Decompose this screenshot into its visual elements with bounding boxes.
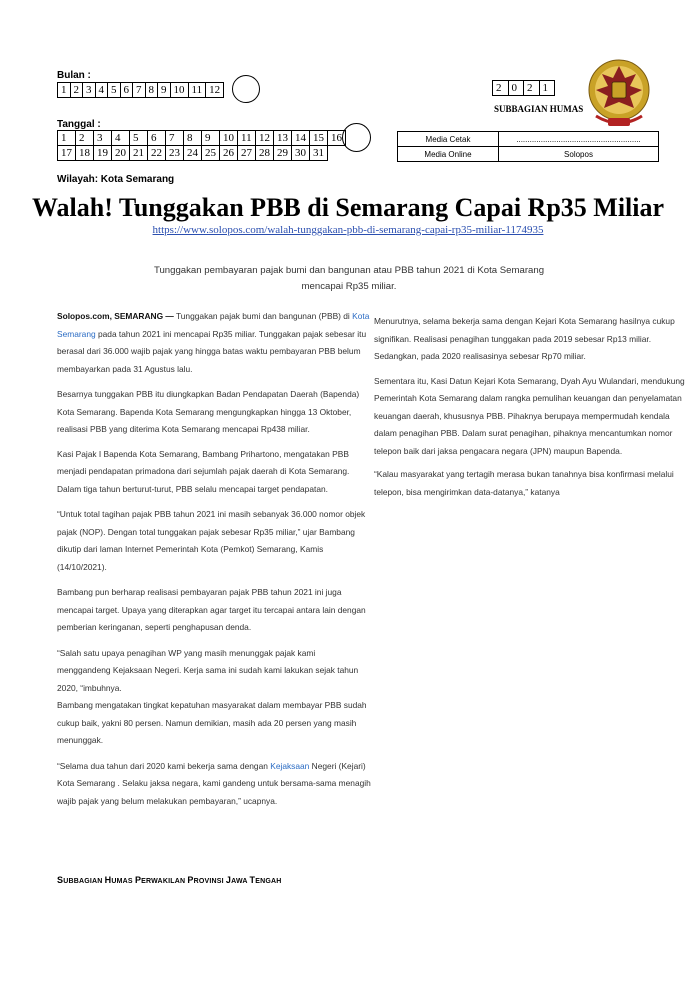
year-digit-cell: 2 [493,81,509,96]
media-cetak-label: Media Cetak [398,132,499,147]
date-cell: 22 [148,146,166,161]
date-cell: 26 [220,146,238,161]
year-digit-cell: 0 [508,81,524,96]
month-cell: 2 [70,83,83,98]
paragraph: Besarnya tunggakan PBB itu diungkapkan Badan Pendapatan Daerah (Bapenda) Kota Semarang. Bapenda Kota Semarang mengungkapkan hingga 13 Oktober, realisasi PBB yang diterima Kota Semarang mencapai Rp438 miliar. [57,389,360,434]
date-cell: 5 [130,131,148,146]
date-cell: 29 [274,146,292,161]
paragraph: “Kalau masyarakat yang tertagih merasa bukan tanahnya bisa konfirmasi melalui telepon, bisa mengirimkan data-datanya,” katanya [374,469,674,497]
date-cell: 20 [112,146,130,161]
month-grid [57,82,224,98]
paragraph: Bambang mengatakan tingkat kepatuhan masyarakat dalam membayar PBB sudah cukup baik, yakni 80 persen. Namun demikian, masih ada 20 persen yang masih menunggak. [57,700,367,745]
date-cell: 13 [274,131,292,146]
date-cell: 7 [166,131,184,146]
date-cell: 6 [148,131,166,146]
paragraph: Kasi Pajak I Bapenda Kota Semarang, Bambang Prihartono, mengatakan PBB menjadi pendapatan primadona dari sejumlah pajak daerah di Kota Semarang. Dalam tiga tahun berturut-turut, PBB selalu mencapai target pendapatan. [57,448,350,494]
date-cell: 30 [292,146,310,161]
paragraph: “Selama dua tahun dari 2020 kami bekerja sama dengan Kejaksaan Negeri (Kejari) Kota Semarang . Selaku jaksa negara, kami gandeng untuk bersama-sama menagih wajib pajak yang belum melakukan pembayaran,” ucapnya. [57,760,371,806]
date-cell: 1 [58,131,76,146]
kejaksaan-link[interactable]: Kejaksaan [270,760,310,771]
month-cell: 6 [120,83,133,98]
date-cell: 17 [58,146,76,161]
footer-unit: SUBBAGIAN HUMAS PERWAKILAN PROVINSI JAWA TENGAH [57,875,282,885]
month-cell: 5 [108,83,121,98]
selected-date-circle [342,123,371,152]
headline: Walah! Tunggakan PBB di Semarang Capai Rp35 Miliar [31,193,665,222]
date-cell: 4 [112,131,130,146]
month-cell: 11 [188,83,206,98]
lead-text: Tunggakan pembayaran pajak bumi dan bangunan atau PBB tahun 2021 di Kota Semarang mencapai Rp35 miliar. [153,265,545,292]
date-cell: 27 [238,146,256,161]
kota-semarang-link[interactable]: Kota Semarang [57,311,370,339]
date-cell: 8 [184,131,202,146]
garuda-emblem-icon [586,56,652,132]
media-online-value: Solopos [499,147,659,162]
date-cell: 14 [292,131,310,146]
tanggal-label: Tanggal : [57,119,101,130]
month-cell: 8 [145,83,158,98]
month-cell: 3 [83,83,96,98]
year-grid [492,80,555,96]
date-cell: 21 [130,146,148,161]
left-column [57,308,371,810]
date-cell: 24 [184,146,202,161]
month-cell: 10 [170,83,188,98]
bulan-label: Bulan : [57,70,91,81]
date-cell: 9 [202,131,220,146]
year-digit-cell: 1 [539,81,555,96]
date-cell: 25 [202,146,220,161]
paragraph: Menurutnya, selama bekerja sama dengan Kejari Kota Semarang hasilnya cukup signifikan. Realisasi penagihan tunggakan pada 2019 sebesar Rp13 miliar. Sedangkan, pada 2020 realisasinya sebesar Rp70 miliar. [374,316,675,361]
date-cell: 2 [76,131,94,146]
paragraph: “Salah satu upaya penagihan WP yang masih menunggak pajak kami menggandeng Kejaksaan Negeri. Kerja sama ini sudah kami lakukan sejak tahun 2020, “imbuhnya. [57,647,359,693]
article-url[interactable]: https://www.solopos.com/walah-tunggakan-pbb-di-semarang-capai-rp35-miliar-1174935 [152,224,544,236]
wilayah: Wilayah: Kota Semarang [57,174,175,185]
year-digit-cell: 2 [524,81,540,96]
paragraph: Bambang pun berharap realisasi pembayaran pajak PBB tahun 2021 ini juga mencapai target. Upaya yang diterapkan agar target itu tercapai antara lain dengan pemberian keringanan, seperti penghapusan denda. [57,587,366,632]
date-cell: 19 [94,146,112,161]
month-cell: 1 [58,83,71,98]
selected-month-circle [232,75,260,103]
paragraph: Solopos.com, SEMARANG — Tunggakan pajak bumi dan bangunan (PBB) di Kota Semarang pada tahun 2021 ini mencapai Rp35 miliar. Tunggakan pajak sebesar itu berasal dari 36.000 wajib pajak yang hingga batas waktu pembayaran PBB belum membayarkan pada 31 Agustus lalu. [57,311,370,374]
date-cell: 10 [220,131,238,146]
right-column [374,313,688,501]
media-online-label: Media Online [398,147,499,162]
date-cell: 16 [328,131,346,146]
date-cell: 11 [238,131,256,146]
media-table [397,131,659,162]
date-cell: 31 [310,146,328,161]
date-grid [57,130,346,161]
paragraph: Sementara itu, Kasi Datun Kejari Kota Semarang, Dyah Ayu Wulandari, mendukung Pemerintah Kota Semarang dalam rangka pemulihan keuangan dan penyelamatan keuangan daerah, khususnya PBB. Pihaknya berupaya mempermudah kendala dalam penagihan PBB. Dalam surat penagihan, pihaknya mencantumkan nomor telepon baik dari jaksa pengacara negara (JPN) maupun Bapenda. [374,375,685,456]
month-cell: 9 [158,83,171,98]
media-cetak-value: ........................................................ [499,132,659,147]
subbagian-humas: SUBBAGIAN HUMAS [494,104,584,114]
month-cell: 7 [133,83,146,98]
date-cell: 3 [94,131,112,146]
month-cell: 4 [95,83,108,98]
paragraph: “Untuk total tagihan pajak PBB tahun 2021 ini masih sebanyak 36.000 nomor objek pajak (NOP). Dengan total tunggakan pajak sebesar Rp35 miliar,” ujar Bambang dikutip dari laman Internet Pemerintah Kota (Pemkot) Semarang, Kamis (14/10/2021). [57,509,366,572]
date-cell: 28 [256,146,274,161]
month-cell: 12 [206,83,224,98]
date-cell: 12 [256,131,274,146]
date-cell: 15 [310,131,328,146]
date-cell: 18 [76,146,94,161]
date-cell: 23 [166,146,184,161]
